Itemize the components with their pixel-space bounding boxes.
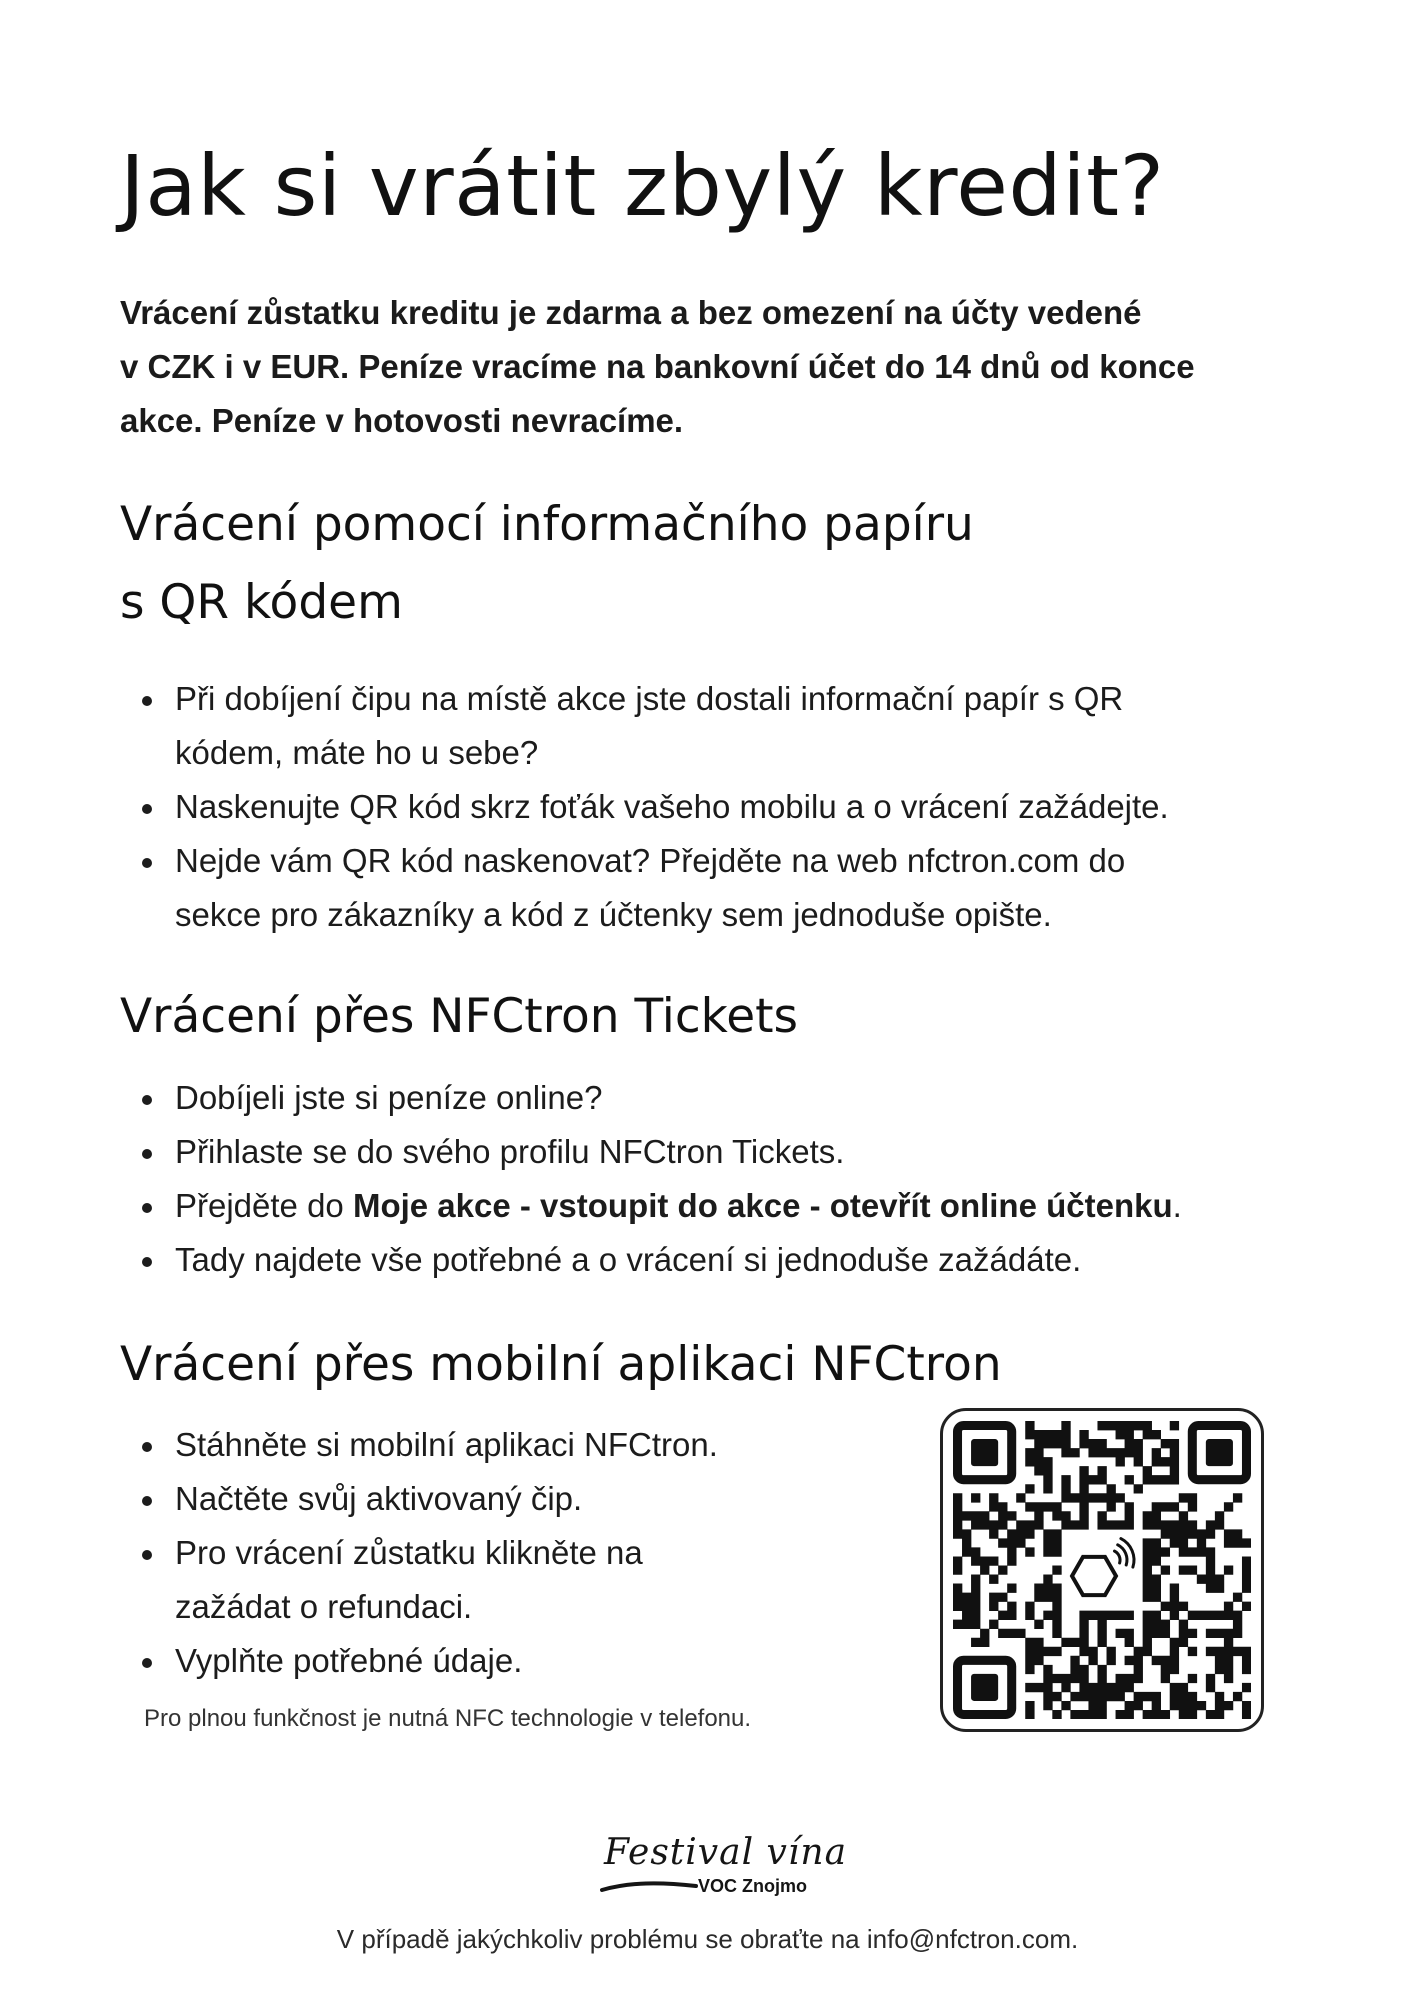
- qr-modules: [953, 1421, 1251, 1719]
- section-heading-app: [120, 1326, 1002, 1404]
- list-item: [138, 1125, 1182, 1179]
- logo-swoosh-icon: [600, 1878, 700, 1894]
- list-item: [138, 1071, 1182, 1125]
- list-item-line: Naskenujte QR kód skrz foťák vašeho mobilu a o vrácení zažádejte.: [175, 788, 1169, 825]
- list-item-text: .: [1172, 1187, 1182, 1224]
- list-item: [138, 1233, 1182, 1287]
- section-heading-line: Vrácení přes NFCtron Tickets: [120, 989, 799, 1044]
- qr-code-image: [953, 1421, 1251, 1719]
- list-item-line: Vyplňte potřebné údaje.: [175, 1642, 523, 1679]
- section-heading-line: Vrácení pomocí informačního papíru: [120, 497, 974, 552]
- page-title: Jak si vrátit zbylý kredit?: [120, 137, 1165, 235]
- list-item-text: Přejděte do: [175, 1187, 353, 1224]
- list-item: [138, 1418, 718, 1472]
- qr-finder-pattern: [958, 1426, 1012, 1480]
- intro-line: akce. Peníze v hotovosti nevracíme.: [120, 402, 684, 439]
- logo-subtitle: VOC Znojmo: [698, 1876, 807, 1896]
- list-item-line: kódem, máte ho u sebe?: [175, 734, 539, 771]
- list-item-line: zažádat o refundaci.: [175, 1588, 473, 1625]
- intro-paragraph: [120, 286, 1300, 448]
- list-item-line: Načtěte svůj aktivovaný čip.: [175, 1480, 583, 1517]
- list-item: [138, 780, 1169, 834]
- list-item-line: Dobíjeli jste si peníze online?: [175, 1079, 603, 1116]
- qr-steps-list: [138, 672, 1169, 942]
- section-heading-line: s QR kódem: [120, 575, 403, 630]
- list-item-line: sekce pro zákazníky a kód z účtenky sem jednoduše opište.: [175, 896, 1052, 933]
- list-item-line: Tady najdete vše potřebné a o vrácení si jednoduše zažádáte.: [175, 1241, 1082, 1278]
- nfc-requirement-note: Pro plnou funkčnost je nutná NFC technologie v telefonu.: [144, 1705, 752, 1732]
- qr-code-frame: [940, 1408, 1264, 1732]
- qr-finder-pattern: [958, 1660, 1012, 1714]
- list-item-line: Pro vrácení zůstatku klikněte na: [175, 1534, 643, 1571]
- list-item: [138, 1526, 718, 1634]
- list-item-line: [175, 1179, 1182, 1233]
- section-heading-tickets: [120, 978, 798, 1056]
- intro-line: Vrácení zůstatku kreditu je zdarma a bez omezení na účty vedené: [120, 294, 1142, 331]
- list-item: [138, 1634, 718, 1688]
- app-steps-list: [138, 1418, 718, 1688]
- nfctron-hexagon-icon: [1072, 1539, 1134, 1596]
- section-heading-qr: [120, 486, 974, 642]
- list-item-line: Nejde vám QR kód naskenovat? Přejděte na web nfctron.com do: [175, 842, 1126, 879]
- qr-finder-pattern: [1192, 1426, 1246, 1480]
- list-item: [138, 1179, 1182, 1233]
- festival-vina-logo: [600, 1832, 848, 1902]
- list-item-line: Při dobíjení čipu na místě akce jste dostali informační papír s QR: [175, 680, 1124, 717]
- list-item-line: Přihlaste se do svého profilu NFCtron Tickets.: [175, 1133, 845, 1170]
- intro-line: v CZK i v EUR. Peníze vracíme na bankovní účet do 14 dnů od konce: [120, 348, 1195, 385]
- list-item: [138, 672, 1169, 780]
- footer-contact: V případě jakýchkoliv problému se obraťte na info@nfctron.com.: [336, 1924, 1079, 1954]
- tickets-steps-list: [138, 1071, 1182, 1287]
- list-item: [138, 1472, 718, 1526]
- list-item-bold-path: Moje akce - vstoupit do akce - otevřít online účtenku: [352, 1187, 1173, 1224]
- section-heading-line: Vrácení přes mobilní aplikaci NFCtron: [120, 1337, 1002, 1392]
- list-item-line: Stáhněte si mobilní aplikaci NFCtron.: [175, 1426, 718, 1463]
- list-item: [138, 834, 1169, 942]
- logo-script-text: Festival vína: [604, 1832, 848, 1873]
